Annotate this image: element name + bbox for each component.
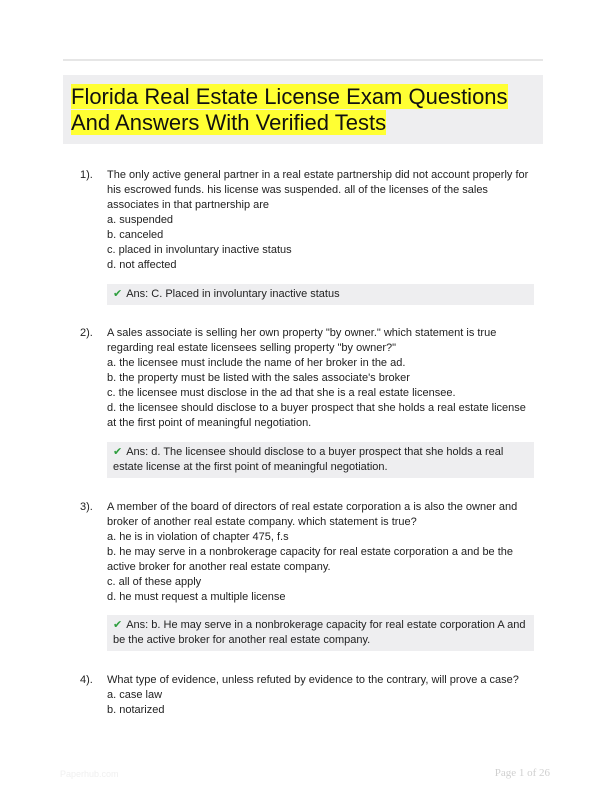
question-text: A sales associate is selling her own property "by owner." which statement is true regarding real estate licensees selling property "by owner?" (107, 327, 497, 354)
option-a: a. suspended (107, 214, 174, 226)
answer-text: Ans: b. He may serve in a nonbrokerage capacity for real estate corporation A and be the active broker for another real estate company. (113, 619, 526, 646)
title-banner (63, 75, 543, 144)
option-b: b. canceled (107, 229, 164, 241)
question-text: A member of the board of directors of real estate corporation a is also the owner and broker of another real estate company. which statement is true? (107, 501, 518, 528)
option-d: d. he must request a multiple license (107, 591, 286, 603)
option-b: b. the property must be listed with the sales associate's broker (107, 372, 410, 384)
checkmark-icon: ✔ (113, 619, 123, 631)
option-d: d. the licensee should disclose to a buyer prospect that she holds a real estate license at the first point of meaningful negotiation. (107, 402, 526, 429)
watermark: Paperhub.com (60, 769, 119, 779)
option-c: c. placed in involuntary inactive status (107, 244, 292, 256)
option-b: b. notarized (107, 704, 165, 716)
answer-box-3 (107, 615, 534, 651)
option-c: c. all of these apply (107, 576, 202, 588)
page-title: Florida Real Estate License Exam Questions And Answers With Verified Tests (71, 84, 508, 135)
question-text: What type of evidence, unless refuted by evidence to the contrary, will prove a case? (107, 674, 519, 686)
answer-text: Ans: d. The licensee should disclose to a buyer prospect that she holds a real estate license at the first point of meaningful negotiation. (113, 446, 504, 473)
option-c: c. the licensee must disclose in the ad that she is a real estate licensee. (107, 387, 456, 399)
answer-text: Ans: C. Placed in involuntary inactive status (126, 288, 340, 300)
option-b: b. he may serve in a nonbrokerage capacity for real estate corporation a and be the active broker for another real estate company. (107, 546, 514, 573)
question-number: 2). (80, 327, 93, 339)
question-number: 3). (80, 501, 93, 513)
checkmark-icon: ✔ (113, 446, 123, 458)
option-a: a. case law (107, 689, 163, 701)
option-a: a. he is in violation of chapter 475, f.s (107, 531, 289, 543)
question-number: 1). (80, 169, 93, 181)
option-d: d. not affected (107, 259, 177, 271)
option-a: a. the licensee must include the name of her broker in the ad. (107, 357, 406, 369)
question-text: The only active general partner in a real estate partnership did not account properly for his escrowed funds. his license was suspended. all of the licenses of the sales associates in that partnership are (107, 169, 529, 211)
answer-box-1 (107, 284, 534, 305)
page-number: Page 1 of 26 (494, 767, 550, 779)
answer-box-2 (107, 442, 534, 478)
top-divider (63, 59, 543, 61)
question-number: 4). (80, 674, 93, 686)
checkmark-icon: ✔ (113, 288, 123, 300)
